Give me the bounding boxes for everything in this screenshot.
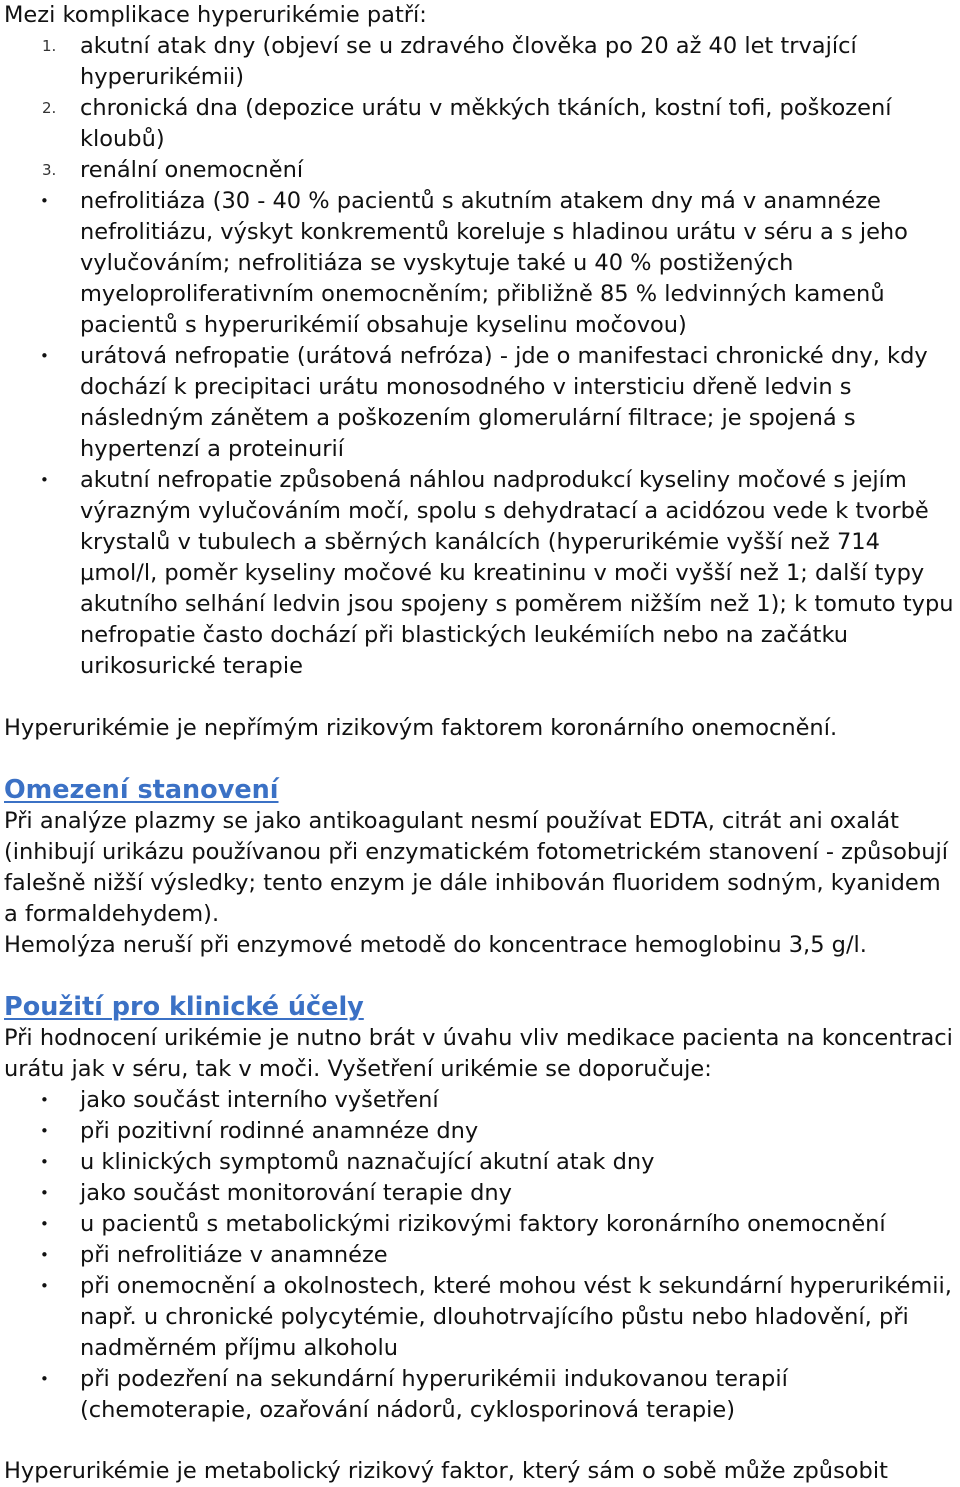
limitations-paragraph: Při analýze plazmy se jako antikoagulant nesmí používat EDTA, citrát ani oxalát (inhibují urikázu používanou při enzymatickém fotometrickém stanovení - způsobují falešně nižší výsledky; tento enzym je dále inhibován fluoridem sodným, kyanidem a formaldehydem). xyxy=(4,808,948,927)
list-item xyxy=(4,1271,960,1364)
numbered-item xyxy=(4,155,960,186)
bullet-icon: • xyxy=(40,1122,49,1140)
list-item xyxy=(4,1147,960,1178)
list-number: 2. xyxy=(42,99,57,117)
list-item-text: při onemocnění a okolnostech, které mohou vést k sekundární hyperurikémii, např. u chronické polycytémie, dlouhotrvajícího půstu nebo hladovění, při nadměrném příjmu alkoholu xyxy=(80,1273,952,1361)
bullet-icon: • xyxy=(40,1153,49,1171)
section-heading-limitations[interactable]: Omezení stanovení xyxy=(4,775,279,805)
list-item-text: při podezření na sekundární hyperurikémii indukovanou terapií (chemoterapie, ozařování nádorů, cyklosporinová terapie) xyxy=(80,1366,788,1423)
clinical-use-intro: Při hodnocení urikémie je nutno brát v úvahu vliv medikace pacienta na koncentraci urátu jak v séru, tak v moči. Vyšetření urikémie se doporučuje: xyxy=(4,1025,953,1082)
complications-intro: Mezi komplikace hyperurikémie patří: xyxy=(4,2,427,28)
list-item-text: jako součást monitorování terapie dny xyxy=(80,1180,512,1206)
list-item xyxy=(4,1209,960,1240)
numbered-item-text: renální onemocnění xyxy=(80,157,304,183)
spacer xyxy=(4,682,960,713)
list-item xyxy=(4,186,960,341)
list-item-text: při nefrolitiáze v anamnéze xyxy=(80,1242,388,1268)
spacer xyxy=(4,744,960,774)
numbered-item xyxy=(4,31,960,93)
list-number: 3. xyxy=(42,161,57,179)
section-heading-clinical-use[interactable]: Použití pro klinické účely xyxy=(4,992,364,1022)
list-item-text: při pozitivní rodinné anamnéze dny xyxy=(80,1118,479,1144)
list-item-text: urátová nefropatie (urátová nefróza) - jde o manifestaci chronické dny, kdy dochází k precipitaci urátu monosodného v intersticiu dřeně ledvin s následným zánětem a poškozením glomerulární filtrace; je spojená s hypertenzí a proteinurií xyxy=(80,343,928,462)
spacer xyxy=(4,961,960,991)
hemolysis-paragraph: Hemolýza neruší při enzymové metodě do koncentrace hemoglobinu 3,5 g/l. xyxy=(4,932,867,958)
list-item-text: akutní nefropatie způsobená náhlou nadprodukcí kyseliny močové s jejím výrazným vylučováním močí, spolu s dehydratací a acidózou vede k tvorbě krystalů v tubulech a sběrných kanálcích (hyperurikémie vyšší než 714 µmol/l, poměr kyseliny močové ku kreatininu v moči vyšší než 1; další typy akutního selhání ledvin jsou spojeny s poměrem nižším než 1); k tomuto typu nefropatie často dochází při blastických leukémiích nebo na začátku urikosurické terapie xyxy=(80,467,954,679)
list-item xyxy=(4,1178,960,1209)
closing-text: Hyperurikémie je metabolický rizikový faktor, který sám o sobě může způsobit xyxy=(4,1458,888,1484)
list-number: 1. xyxy=(42,37,57,55)
coronary-risk-text: Hyperurikémie je nepřímým rizikovým faktorem koronárního onemocnění. xyxy=(4,715,838,741)
list-item xyxy=(4,1085,960,1116)
list-item-text: u klinických symptomů naznačující akutní atak dny xyxy=(80,1149,655,1175)
bullet-icon: • xyxy=(40,471,49,489)
list-item xyxy=(4,465,960,682)
list-item-text: u pacientů s metabolickými rizikovými faktory koronárního onemocnění xyxy=(80,1211,886,1237)
list-item xyxy=(4,1364,960,1426)
list-item xyxy=(4,341,960,465)
complications-numbered-list xyxy=(4,31,960,186)
bullet-icon: • xyxy=(40,1370,49,1388)
spacer xyxy=(4,1426,960,1456)
numbered-item-text: akutní atak dny (objeví se u zdravého člověka po 20 až 40 let trvající hyperurikémii) xyxy=(80,33,857,90)
list-item-text: nefrolitiáza (30 - 40 % pacientů s akutním atakem dny má v anamnéze nefrolitiázu, výskyt konkrementů koreluje s hladinou urátu v séru a s jeho vylučováním; nefrolitiáza se vyskytuje také u 40 % postižených myeloproliferativním onemocněním; přibližně 85 % ledvinných kamenů pacientů s hyperurikémií obsahuje kyselinu močovou) xyxy=(80,188,908,338)
list-item-text: jako součást interního vyšetření xyxy=(80,1087,439,1113)
bullet-icon: • xyxy=(40,1091,49,1109)
clinical-use-bullet-list xyxy=(4,1085,960,1426)
bullet-icon: • xyxy=(40,347,49,365)
numbered-item-text: chronická dna (depozice urátu v měkkých tkáních, kostní tofi, poškození kloubů) xyxy=(80,95,892,152)
bullet-icon: • xyxy=(40,1184,49,1202)
list-item xyxy=(4,1116,960,1147)
bullet-icon: • xyxy=(40,1215,49,1233)
renal-bullet-list xyxy=(4,186,960,682)
bullet-icon: • xyxy=(40,192,49,210)
bullet-icon: • xyxy=(40,1277,49,1295)
list-item xyxy=(4,1240,960,1271)
bullet-icon: • xyxy=(40,1246,49,1264)
document-page xyxy=(4,0,960,1487)
numbered-item xyxy=(4,93,960,155)
